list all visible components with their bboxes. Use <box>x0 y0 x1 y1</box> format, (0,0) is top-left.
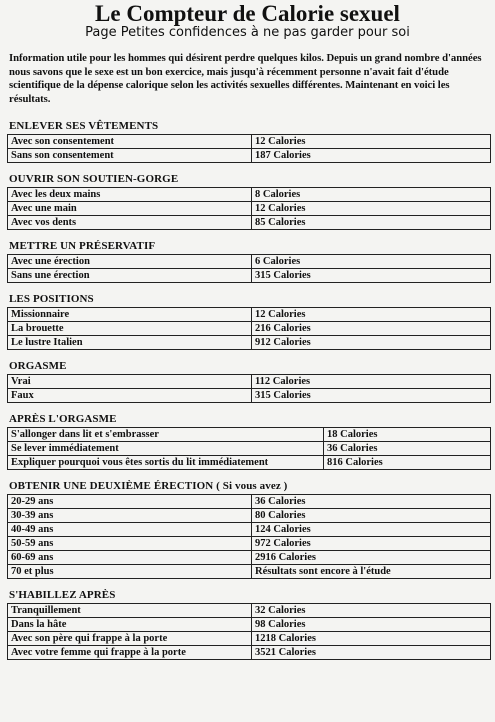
table-row <box>8 442 491 456</box>
activity-cell: Missionnaire <box>8 308 252 322</box>
section-title: LES POSITIONS <box>9 293 94 305</box>
calorie-cell: 816 Calories <box>324 456 491 470</box>
table-row <box>8 255 491 269</box>
activity-cell: Le lustre Italien <box>8 336 252 350</box>
calorie-cell: 80 Calories <box>252 509 491 523</box>
section-enlever-vetements <box>5 120 490 163</box>
activity-cell: Sans son consentement <box>8 149 252 163</box>
calorie-cell: 98 Calories <box>252 618 491 632</box>
activity-cell: S'allonger dans lit et s'embrasser <box>8 428 324 442</box>
calorie-cell: 315 Calories <box>252 269 491 283</box>
calorie-cell: 315 Calories <box>252 389 491 403</box>
activity-cell: Sans une érection <box>8 269 252 283</box>
calorie-cell: 3521 Calories <box>252 646 491 660</box>
section-title: APRÈS L'ORGASME <box>9 413 117 425</box>
section-soutien-gorge <box>5 173 490 230</box>
section-title: OUVRIR SON SOUTIEN-GORGE <box>9 173 179 185</box>
activity-cell: 30-39 ans <box>8 509 252 523</box>
activity-cell: Expliquer pourquoi vous êtes sortis du lit immédiatement <box>8 456 324 470</box>
activity-cell: Dans la hâte <box>8 618 252 632</box>
activity-cell: Avec les deux mains <box>8 188 252 202</box>
section-deuxieme-erection <box>5 480 490 579</box>
calorie-table <box>7 494 491 579</box>
activity-cell: 60-69 ans <box>8 551 252 565</box>
activity-cell: 20-29 ans <box>8 495 252 509</box>
activity-cell: 50-59 ans <box>8 537 252 551</box>
activity-cell: Faux <box>8 389 252 403</box>
activity-cell: Tranquillement <box>8 604 252 618</box>
activity-cell: Avec une érection <box>8 255 252 269</box>
calorie-cell: 124 Calories <box>252 523 491 537</box>
page-title: Le Compteur de Calorie sexuel <box>95 1 400 26</box>
table-row <box>8 269 491 283</box>
calorie-cell: 12 Calories <box>252 135 491 149</box>
activity-cell: La brouette <box>8 322 252 336</box>
calorie-table <box>7 254 491 283</box>
table-row <box>8 618 491 632</box>
calorie-cell: 912 Calories <box>252 336 491 350</box>
calorie-cell: 36 Calories <box>252 495 491 509</box>
table-row <box>8 632 491 646</box>
calorie-cell: 1218 Calories <box>252 632 491 646</box>
section-title: METTRE UN PRÉSERVATIF <box>9 240 156 252</box>
table-row <box>8 389 491 403</box>
section-title: ENLEVER SES VÊTEMENTS <box>9 120 159 132</box>
table-row <box>8 456 491 470</box>
table-row <box>8 308 491 322</box>
table-row <box>8 537 491 551</box>
activity-cell: Avec son père qui frappe à la porte <box>8 632 252 646</box>
calorie-table <box>7 307 491 350</box>
calorie-cell: 18 Calories <box>324 428 491 442</box>
section-title: S'HABILLEZ APRÈS <box>9 589 116 601</box>
table-row <box>8 375 491 389</box>
section-title <box>9 480 490 492</box>
section-title: ORGASME <box>9 360 67 372</box>
table-row <box>8 428 491 442</box>
table-row <box>8 188 491 202</box>
section-apres-orgasme <box>5 413 490 470</box>
calorie-table <box>7 187 491 230</box>
activity-cell: 40-49 ans <box>8 523 252 537</box>
activity-cell: 70 et plus <box>8 565 252 579</box>
calorie-cell: 32 Calories <box>252 604 491 618</box>
table-row <box>8 551 491 565</box>
calorie-cell: 187 Calories <box>252 149 491 163</box>
table-row <box>8 509 491 523</box>
calorie-cell: 85 Calories <box>252 216 491 230</box>
section-preservatif <box>5 240 490 283</box>
table-row <box>8 322 491 336</box>
activity-cell: Avec votre femme qui frappe à la porte <box>8 646 252 660</box>
activity-cell: Avec une main <box>8 202 252 216</box>
calorie-table <box>7 374 491 403</box>
table-row <box>8 202 491 216</box>
calorie-table <box>7 134 491 163</box>
calorie-cell: Résultats sont encore à l'étude <box>252 565 491 579</box>
calorie-cell: 972 Calories <box>252 537 491 551</box>
calorie-table <box>7 603 491 660</box>
calorie-cell: 12 Calories <box>252 202 491 216</box>
section-title-text: OBTENIR UNE DEUXIÈME ÉRECTION <box>9 480 214 492</box>
table-row <box>8 135 491 149</box>
table-row <box>8 149 491 163</box>
table-row <box>8 565 491 579</box>
calorie-cell: 8 Calories <box>252 188 491 202</box>
section-orgasme <box>5 360 490 403</box>
activity-cell: Avec vos dents <box>8 216 252 230</box>
activity-cell: Vrai <box>8 375 252 389</box>
calorie-cell: 2916 Calories <box>252 551 491 565</box>
activity-cell: Se lever immédiatement <box>8 442 324 456</box>
calorie-table <box>7 427 491 470</box>
table-row <box>8 336 491 350</box>
calorie-cell: 36 Calories <box>324 442 491 456</box>
table-row <box>8 495 491 509</box>
table-row <box>8 604 491 618</box>
activity-cell: Avec son consentement <box>8 135 252 149</box>
table-row <box>8 646 491 660</box>
document-page <box>0 2 495 722</box>
calorie-cell: 216 Calories <box>252 322 491 336</box>
intro-paragraph: Information utile pour les hommes qui désirent perdre quelques kilos. Depuis un grand nombre d'années nous savons que le sexe est un bon exercice, mais jusqu'à récemment personne n'avait fait d'étude scientifique de la dépense calorique selon les activités sexuelles différentes. Maintenant en voici les résultats. <box>9 52 482 105</box>
calorie-cell: 12 Calories <box>252 308 491 322</box>
table-row <box>8 523 491 537</box>
section-habillez-apres <box>5 589 490 660</box>
calorie-cell: 6 Calories <box>252 255 491 269</box>
calorie-cell: 112 Calories <box>252 375 491 389</box>
section-title-note: ( Si vous avez ) <box>216 480 288 492</box>
page-subtitle: Page Petites confidences à ne pas garder pour soi <box>85 25 410 40</box>
section-positions <box>5 293 490 350</box>
table-row <box>8 216 491 230</box>
